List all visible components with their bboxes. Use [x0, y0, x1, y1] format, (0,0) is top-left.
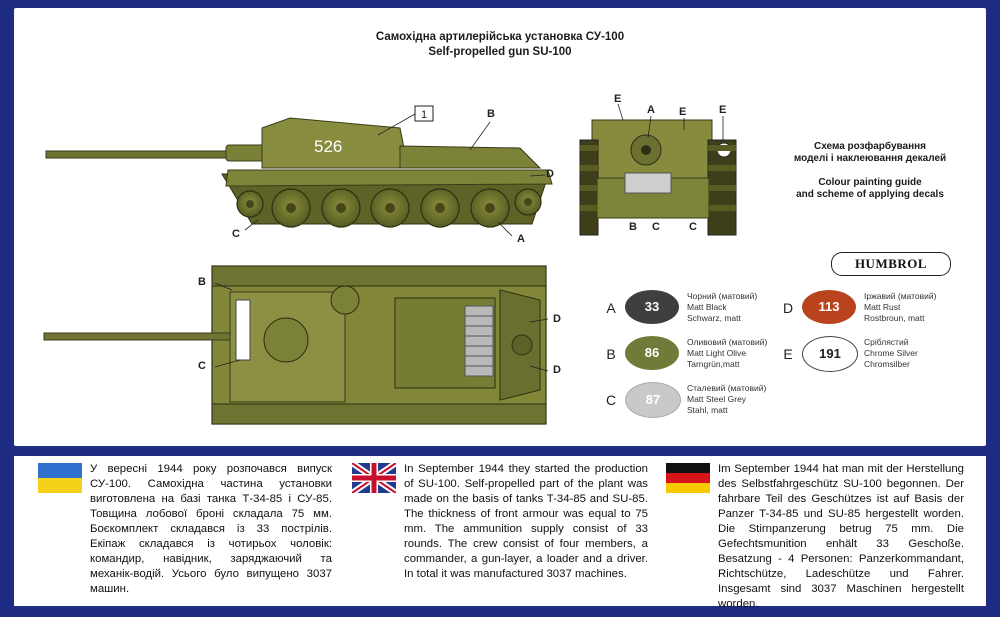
- uk-flag-icon: [352, 463, 396, 493]
- top-label-b: B: [198, 276, 206, 288]
- side-label-c: C: [232, 228, 240, 240]
- top-label-d1: D: [553, 313, 561, 325]
- germany-flag-icon: [666, 463, 710, 493]
- paint-blob: 86: [625, 336, 679, 370]
- history-text-english: In September 1944 they started the production of SU-100. Self-propelled part of the plant was made on the basis of tanks T-34-85 and SU-85. The thickness of front armour was equal to 75 mm. The ammunition supply consist of 33 rounds. The crew consist of four members, a commander, a gun-layer, a loader and a driver. In total it was manufactured 3037 machines.: [404, 463, 648, 580]
- paint-blob: 33: [625, 290, 679, 324]
- history-text-german: Im September 1944 hat man mit der Herstellung des Selbstfahrgeschütz SU-100 begonnen. Der fahrbare Teil des Geschützes ist auf Basis der Panzer T-34-85 und SU-85 hergestellt worden. Die Stirnpanzerung betrug 75 mm. Die Gefechtsmunition enhält 33 Geschoße. Besatzung - 4 Personen: Panzerkommandant, Richtschütze, Ladeschütze und Fahrer. Insgesamt sind 3037 Maschinen hergestellt worden.: [718, 463, 964, 610]
- guide-ua-1: Схема розфарбування: [813, 141, 926, 152]
- side-label-a: A: [517, 233, 525, 245]
- tank-front-view: [580, 104, 736, 235]
- paint-blob: 113: [802, 290, 856, 324]
- title-english: Self-propelled gun SU-100: [428, 46, 572, 58]
- tank-number: 526: [314, 137, 343, 156]
- top-label-d2: D: [553, 364, 561, 376]
- guide-en-1: Colour painting guide: [818, 177, 922, 188]
- paint-blob: 87: [625, 382, 681, 418]
- svg-text:1: 1: [421, 109, 428, 121]
- title-ukrainian: Самохідна артилерійська установка СУ-100: [375, 31, 625, 43]
- tank-top-view: [44, 266, 548, 424]
- humbrol-logo: HUMBROL: [831, 252, 951, 276]
- guide-en-2: and scheme of applying decals: [796, 189, 944, 200]
- front-label-b: B: [629, 221, 637, 233]
- front-label-c1: C: [652, 221, 660, 233]
- side-label-d: D: [546, 168, 554, 180]
- guide-ua-2: моделі і наклеювання декалей: [793, 153, 947, 164]
- top-label-c: C: [198, 360, 206, 372]
- front-label-e1: E: [614, 93, 622, 105]
- side-label-b: B: [487, 108, 495, 120]
- instruction-sheet: Самохідна артилерійська установка СУ-100 Self-propelled gun SU-100 526 1 B D C A E A E E B C C B C D D Схема розфарбування моделі і наклеювання декалей Colour painting guide and scheme of applying decals HUMBROL A 33 Чорний (матовий) Matt Black Schwarz, matt B 86 Оливовий (матовий) Matt Light Olive Tarngrün,matt C 87 Сталевий (матовий) Matt Steel Grey Stahl, matt D 113 Іржавий (матовий) Matt Rust Rostbroun, matt E 191 Сріблястий Chrome Silver Chromsilber У вересні 1944 року розпочався випуск СУ-100. Самохідна частина установки виготовлена на базі танка Т-34-85 і СУ-85. Товщина лобової броні складала 75 мм. Боєкомплект складався із 33 пострілів. Екіпаж складався із чотирьох чоловік: командир, навідник, заряджаючий та механік-водій. Усього було випущено 3037 машин. In September 1944 they started the production of SU-100. Self-propelled part of the plant was made on the basis of tanks T-34-85 and SU-85. The thickness of front armour was equal to 75 mm. The ammunition supply consist of 33 rounds. The crew consist of four members, a commander, a gun-layer, a loader and a driver. In total it was manufactured 3037 machines. Im September 1944 hat man mit der Herstellung des Selbstfahrgeschütz SU-100 begonnen. Der fahrbare Teil des Geschützes ist auf Basis der Panzer T-34-85 und SU-85 hergestellt worden. Die Stirnpanzerung betrug 75 mm. Die Gefechtsmunition enhält 33 Geschoße. Besatzung - 4 Personen: Panzerkommandant, Richtschütze, Ladeschütze und Fahrer. Insgesamt sind 3037 Maschinen hergestellt worden.: [0, 0, 1000, 617]
- front-label-e3: E: [719, 104, 727, 116]
- front-label-a: A: [647, 104, 655, 116]
- tank-side-view: [46, 106, 552, 236]
- paint-blob: 191: [802, 336, 858, 372]
- ukraine-flag-icon: [38, 463, 82, 493]
- front-label-c2: C: [689, 221, 697, 233]
- history-text-ukrainian: У вересні 1944 року розпочався випуск СУ-100. Самохідна частина установки виготовлена на базі танка Т-34-85 і СУ-85. Товщина лобової броні складала 75 мм. Боєкомплект складався із 33 пострілів. Екіпаж складався із чотирьох чоловік: командир, навідник, заряджаючий та механік-водій. Усього було випущено 3037 машин.: [90, 463, 332, 595]
- front-label-e2: E: [679, 106, 687, 118]
